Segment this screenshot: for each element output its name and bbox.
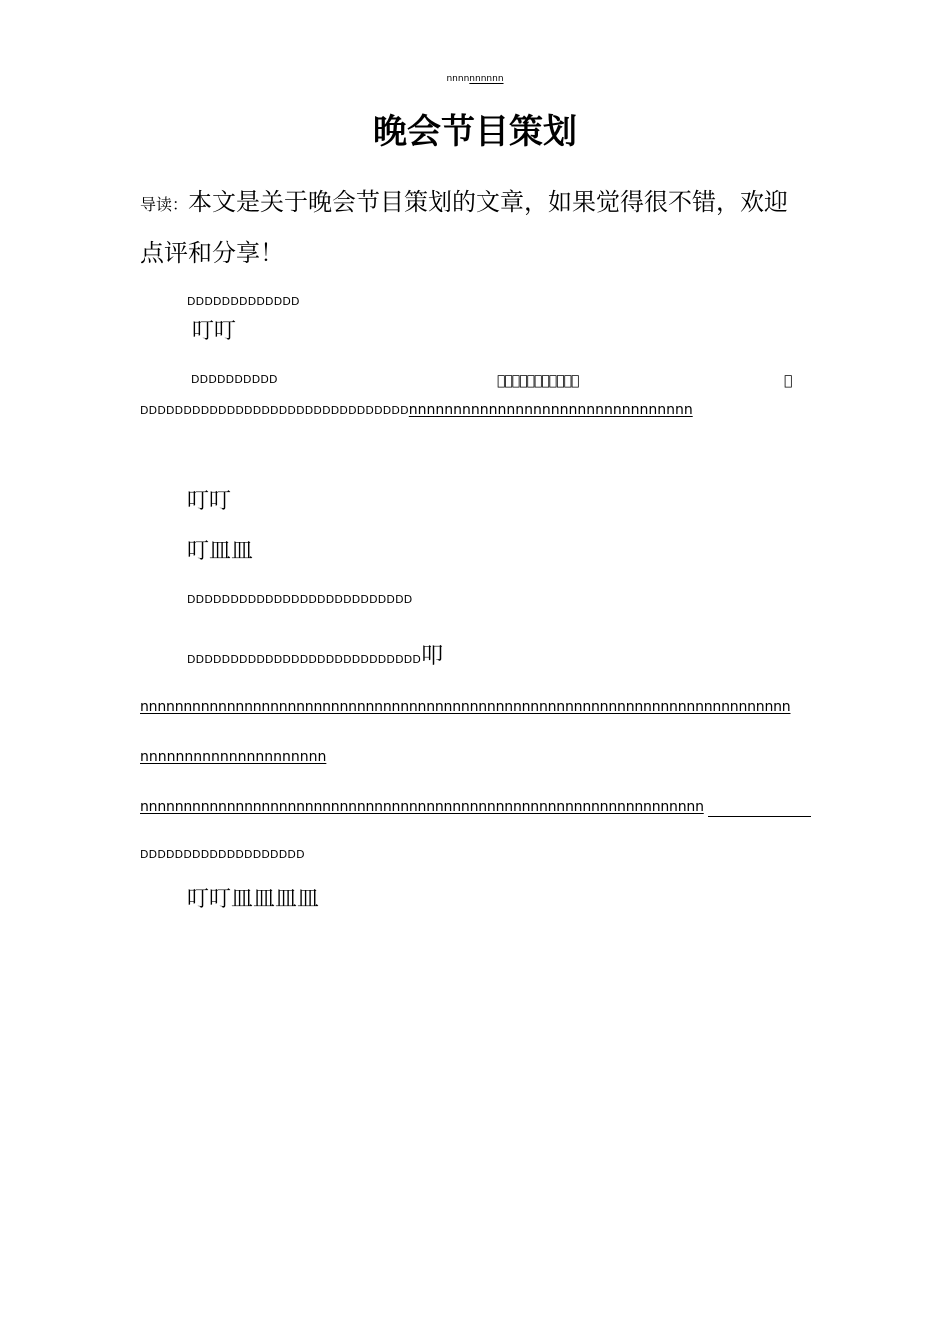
- garbled-line-8: [187, 639, 443, 670]
- intro-paragraph: [140, 178, 810, 277]
- page-header: [0, 74, 950, 84]
- intro-lead: 导读：: [140, 195, 189, 214]
- garbled-line-8-glyph: 叩: [421, 644, 444, 669]
- garbled-line-4-plain: DDDDDDDDDDDDDDDDDDDDDDDDDDDDDDD: [140, 404, 409, 417]
- underline-rule: [708, 816, 811, 817]
- garbled-box-end: 􀀀: [784, 373, 793, 389]
- garbled-line-1: DDDDDDDDDDDDD: [187, 295, 300, 308]
- garbled-line-2: 叮叮: [192, 319, 237, 344]
- garbled-line-9: nnnnnnnnnnnnnnnnnnnnnnnnnnnnnnnnnnnnnnnnnnnnnnnnnnnnnnnnnnnnnnnnnnnnnnnnnnn: [140, 699, 791, 715]
- garbled-line-11: nnnnnnnnnnnnnnnnnnnnnnnnnnnnnnnnnnnnnnnnnnnnnnnnnnnnnnnnnnnnnnnnn: [140, 799, 704, 815]
- header-text: nnnn: [446, 74, 470, 84]
- garbled-line-12: DDDDDDDDDDDDDDDDDDD: [140, 848, 305, 861]
- document-title: 晚会节目策划: [373, 112, 577, 152]
- garbled-boxes: 􀀀􀀀􀀀􀀀􀀀􀀀􀀀􀀀􀀀􀀀􀀀: [497, 373, 579, 389]
- garbled-line-7: DDDDDDDDDDDDDDDDDDDDDDDDDD: [187, 593, 413, 606]
- garbled-line-13: 叮叮皿皿皿皿: [187, 887, 320, 912]
- header-underlined-text: nnnnnn: [469, 74, 504, 84]
- intro-body: 本文是关于晚会节目策划的文章，如果觉得很不错，欢迎点评和分享！: [140, 188, 789, 267]
- garbled-line-6: 叮皿皿: [187, 539, 254, 564]
- garbled-line-5: 叮叮: [187, 489, 232, 514]
- garbled-line-10: nnnnnnnnnnnnnnnnnnnnn: [140, 749, 327, 765]
- garbled-line-8-plain: DDDDDDDDDDDDDDDDDDDDDDDDDDD: [187, 653, 422, 666]
- garbled-line-4: [140, 399, 693, 418]
- garbled-line-3: DDDDDDDDDD: [191, 373, 278, 386]
- garbled-line-4-underlined: nnnnnnnnnnnnnnnnnnnnnnnnnnnnnnnn: [408, 402, 693, 418]
